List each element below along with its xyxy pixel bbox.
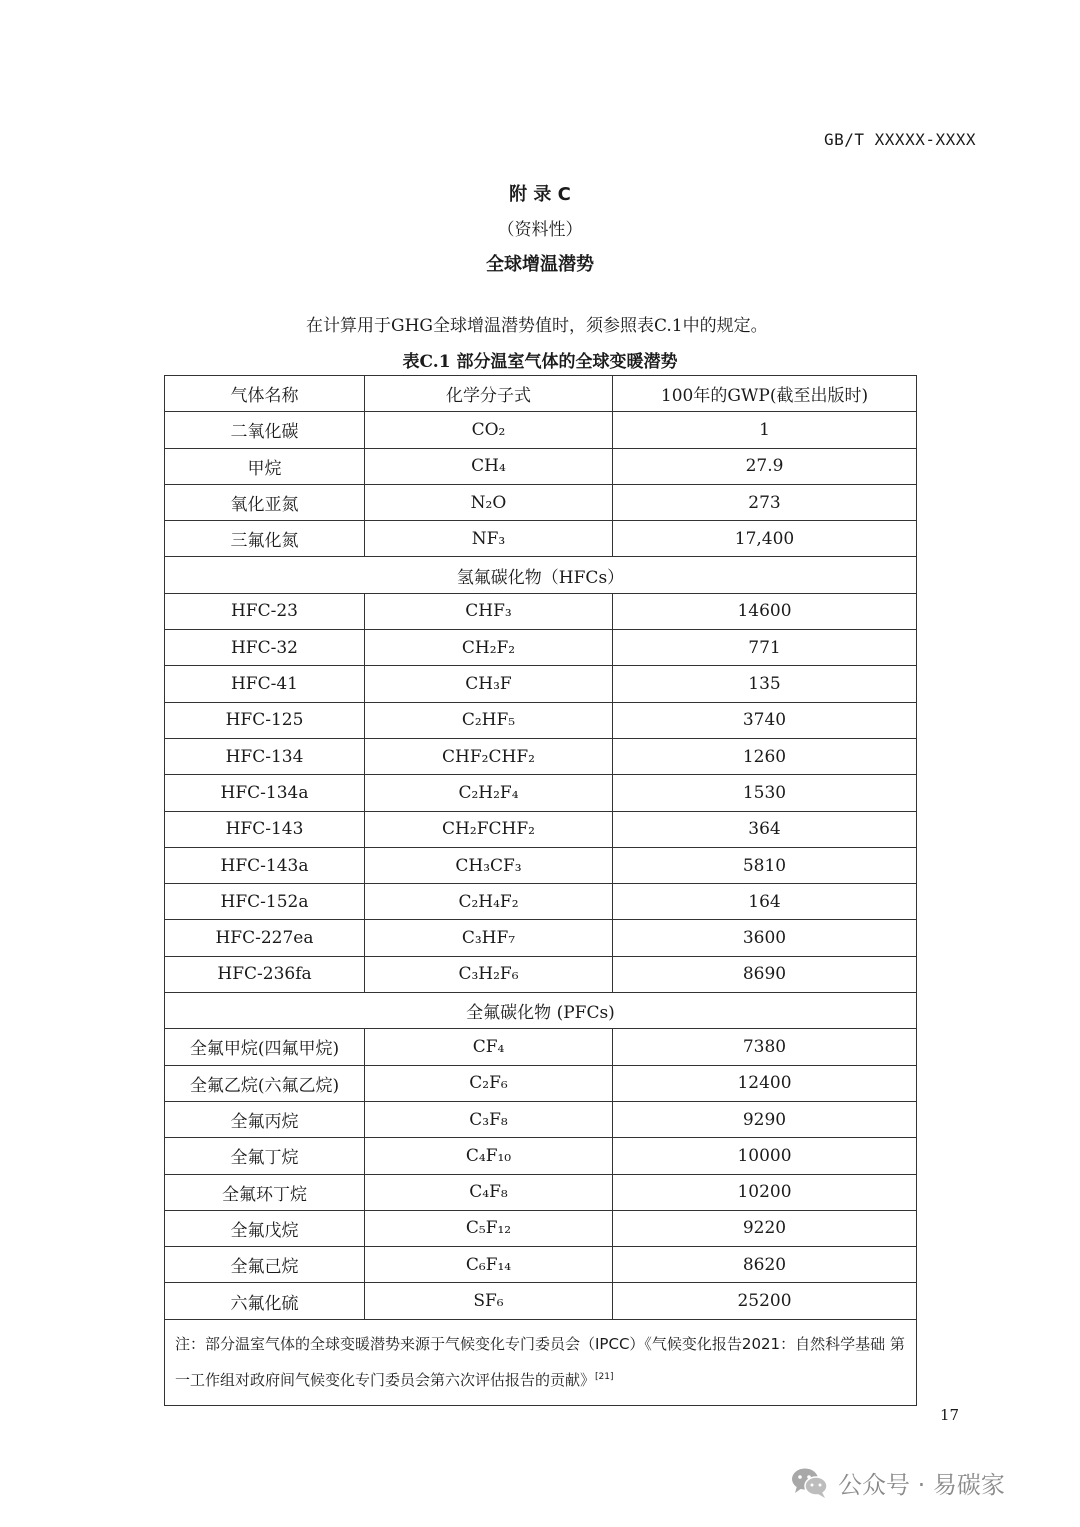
gas-name-cell: 六氟化硫 — [165, 1283, 365, 1319]
intro-paragraph: 在计算用于GHG全球增温潜势值时，须参照表C.1中的规定。 — [306, 316, 768, 336]
gas-name-cell: HFC-134a — [165, 775, 365, 811]
table-row — [165, 1029, 917, 1065]
formula-cell: CH₄ — [365, 448, 613, 484]
gwp-value-cell: 9220 — [613, 1210, 917, 1246]
wechat-icon — [790, 1466, 830, 1500]
gwp-value-cell: 8690 — [613, 956, 917, 992]
formula-cell: CHF₂CHF₂ — [365, 738, 613, 774]
table-row — [165, 1247, 917, 1283]
gas-name-cell: 全氟甲烷(四氟甲烷) — [165, 1029, 365, 1065]
column-header-formula: 化学分子式 — [365, 376, 613, 412]
formula-cell: CH₃CF₃ — [365, 847, 613, 883]
table-section-row — [165, 993, 917, 1029]
formula-cell: CH₂F₂ — [365, 630, 613, 666]
gas-name-cell: HFC-32 — [165, 630, 365, 666]
table-row — [165, 702, 917, 738]
gwp-value-cell: 1 — [613, 412, 917, 448]
formula-cell: CF₄ — [365, 1029, 613, 1065]
formula-cell: C₄F₈ — [365, 1174, 613, 1210]
gwp-value-cell: 10200 — [613, 1174, 917, 1210]
table-row — [165, 1210, 917, 1246]
gas-name-cell: 全氟丙烷 — [165, 1101, 365, 1137]
gas-name-cell: 全氟乙烷(六氟乙烷) — [165, 1065, 365, 1101]
gwp-value-cell: 1530 — [613, 775, 917, 811]
gas-name-cell: HFC-143a — [165, 847, 365, 883]
formula-cell: SF₆ — [365, 1283, 613, 1319]
gas-name-cell: HFC-134 — [165, 738, 365, 774]
formula-cell: C₂HF₅ — [365, 702, 613, 738]
gwp-value-cell: 164 — [613, 884, 917, 920]
watermark-text: 公众号 · 易碳家 — [838, 1471, 1005, 1499]
gwp-value-cell: 135 — [613, 666, 917, 702]
table-section-row — [165, 557, 917, 593]
table-row — [165, 521, 917, 557]
table-caption: 表C.1 部分温室气体的全球变暖潜势 — [402, 352, 678, 372]
table-row — [165, 920, 917, 956]
section-label: 氢氟碳化物（HFCs） — [165, 557, 917, 593]
table-note: 注：部分温室气体的全球变暖潜势来源于气候变化专门委员会（IPCC）《气候变化报告2021：自然科学基础 第一工作组对政府间气候变化专门委员会第六次评估报告的贡献》 — [175, 1334, 905, 1389]
formula-cell: C₂H₂F₄ — [365, 775, 613, 811]
formula-cell: C₃F₈ — [365, 1101, 613, 1137]
page-number: 17 — [940, 1406, 960, 1424]
gas-name-cell: 全氟丁烷 — [165, 1138, 365, 1174]
gwp-value-cell: 27.9 — [613, 448, 917, 484]
section-label: 全氟碳化物 (PFCs) — [165, 993, 917, 1029]
gas-name-cell: HFC-152a — [165, 884, 365, 920]
formula-cell: N₂O — [365, 484, 613, 520]
gwp-value-cell: 10000 — [613, 1138, 917, 1174]
gas-name-cell: 全氟环丁烷 — [165, 1174, 365, 1210]
watermark — [790, 1465, 1005, 1500]
gas-name-cell: 二氧化碳 — [165, 412, 365, 448]
gwp-value-cell: 14600 — [613, 593, 917, 629]
gas-name-cell: HFC-125 — [165, 702, 365, 738]
table-row — [165, 1283, 917, 1319]
table-row — [165, 448, 917, 484]
table-row — [165, 847, 917, 883]
gwp-value-cell: 771 — [613, 630, 917, 666]
gas-name-cell: HFC-227ea — [165, 920, 365, 956]
gwp-value-cell: 5810 — [613, 847, 917, 883]
formula-cell: CO₂ — [365, 412, 613, 448]
table-row — [165, 1174, 917, 1210]
gwp-table — [164, 375, 917, 1406]
appendix-title: 全球增温潜势 — [486, 254, 594, 275]
gwp-value-cell: 3740 — [613, 702, 917, 738]
gas-name-cell: HFC-41 — [165, 666, 365, 702]
gas-name-cell: HFC-143 — [165, 811, 365, 847]
gwp-value-cell: 12400 — [613, 1065, 917, 1101]
formula-cell: C₂H₄F₂ — [365, 884, 613, 920]
gas-name-cell: 全氟己烷 — [165, 1247, 365, 1283]
formula-cell: NF₃ — [365, 521, 613, 557]
formula-cell: C₃HF₇ — [365, 920, 613, 956]
gwp-value-cell: 7380 — [613, 1029, 917, 1065]
table-note-row — [165, 1319, 917, 1405]
table-row — [165, 884, 917, 920]
gas-name-cell: 甲烷 — [165, 448, 365, 484]
table-row — [165, 738, 917, 774]
formula-cell: C₂F₆ — [365, 1065, 613, 1101]
table-header-row — [165, 376, 917, 412]
table-row — [165, 412, 917, 448]
formula-cell: C₅F₁₂ — [365, 1210, 613, 1246]
table-row — [165, 666, 917, 702]
table-body — [165, 412, 917, 1319]
gwp-value-cell: 25200 — [613, 1283, 917, 1319]
formula-cell: CH₂FCHF₂ — [365, 811, 613, 847]
table-row — [165, 1101, 917, 1137]
gas-name-cell: HFC-236fa — [165, 956, 365, 992]
table-row — [165, 484, 917, 520]
gas-name-cell: HFC-23 — [165, 593, 365, 629]
formula-cell: CHF₃ — [365, 593, 613, 629]
table-row — [165, 630, 917, 666]
formula-cell: CH₃F — [365, 666, 613, 702]
table-row — [165, 956, 917, 992]
gwp-value-cell: 273 — [613, 484, 917, 520]
gwp-value-cell: 9290 — [613, 1101, 917, 1137]
gwp-value-cell: 364 — [613, 811, 917, 847]
appendix-nature: （资料性） — [497, 220, 583, 240]
column-header-gwp: 100年的GWP(截至出版时) — [613, 376, 917, 412]
appendix-label: 附 录 C — [509, 184, 571, 205]
formula-cell: C₄F₁₀ — [365, 1138, 613, 1174]
gwp-value-cell: 3600 — [613, 920, 917, 956]
gwp-value-cell: 1260 — [613, 738, 917, 774]
table-row — [165, 775, 917, 811]
table-row — [165, 593, 917, 629]
table-row — [165, 1138, 917, 1174]
formula-cell: C₆F₁₄ — [365, 1247, 613, 1283]
gas-name-cell: 氧化亚氮 — [165, 484, 365, 520]
table-note-cell — [165, 1319, 917, 1405]
gas-name-cell: 三氟化氮 — [165, 521, 365, 557]
gwp-value-cell: 8620 — [613, 1247, 917, 1283]
standard-code: GB/T XXXXX-XXXX — [824, 130, 976, 149]
formula-cell: C₃H₂F₆ — [365, 956, 613, 992]
note-reference: [21] — [595, 1371, 614, 1382]
gwp-value-cell: 17,400 — [613, 521, 917, 557]
column-header-name: 气体名称 — [165, 376, 365, 412]
table-row — [165, 811, 917, 847]
gas-name-cell: 全氟戊烷 — [165, 1210, 365, 1246]
table-row — [165, 1065, 917, 1101]
